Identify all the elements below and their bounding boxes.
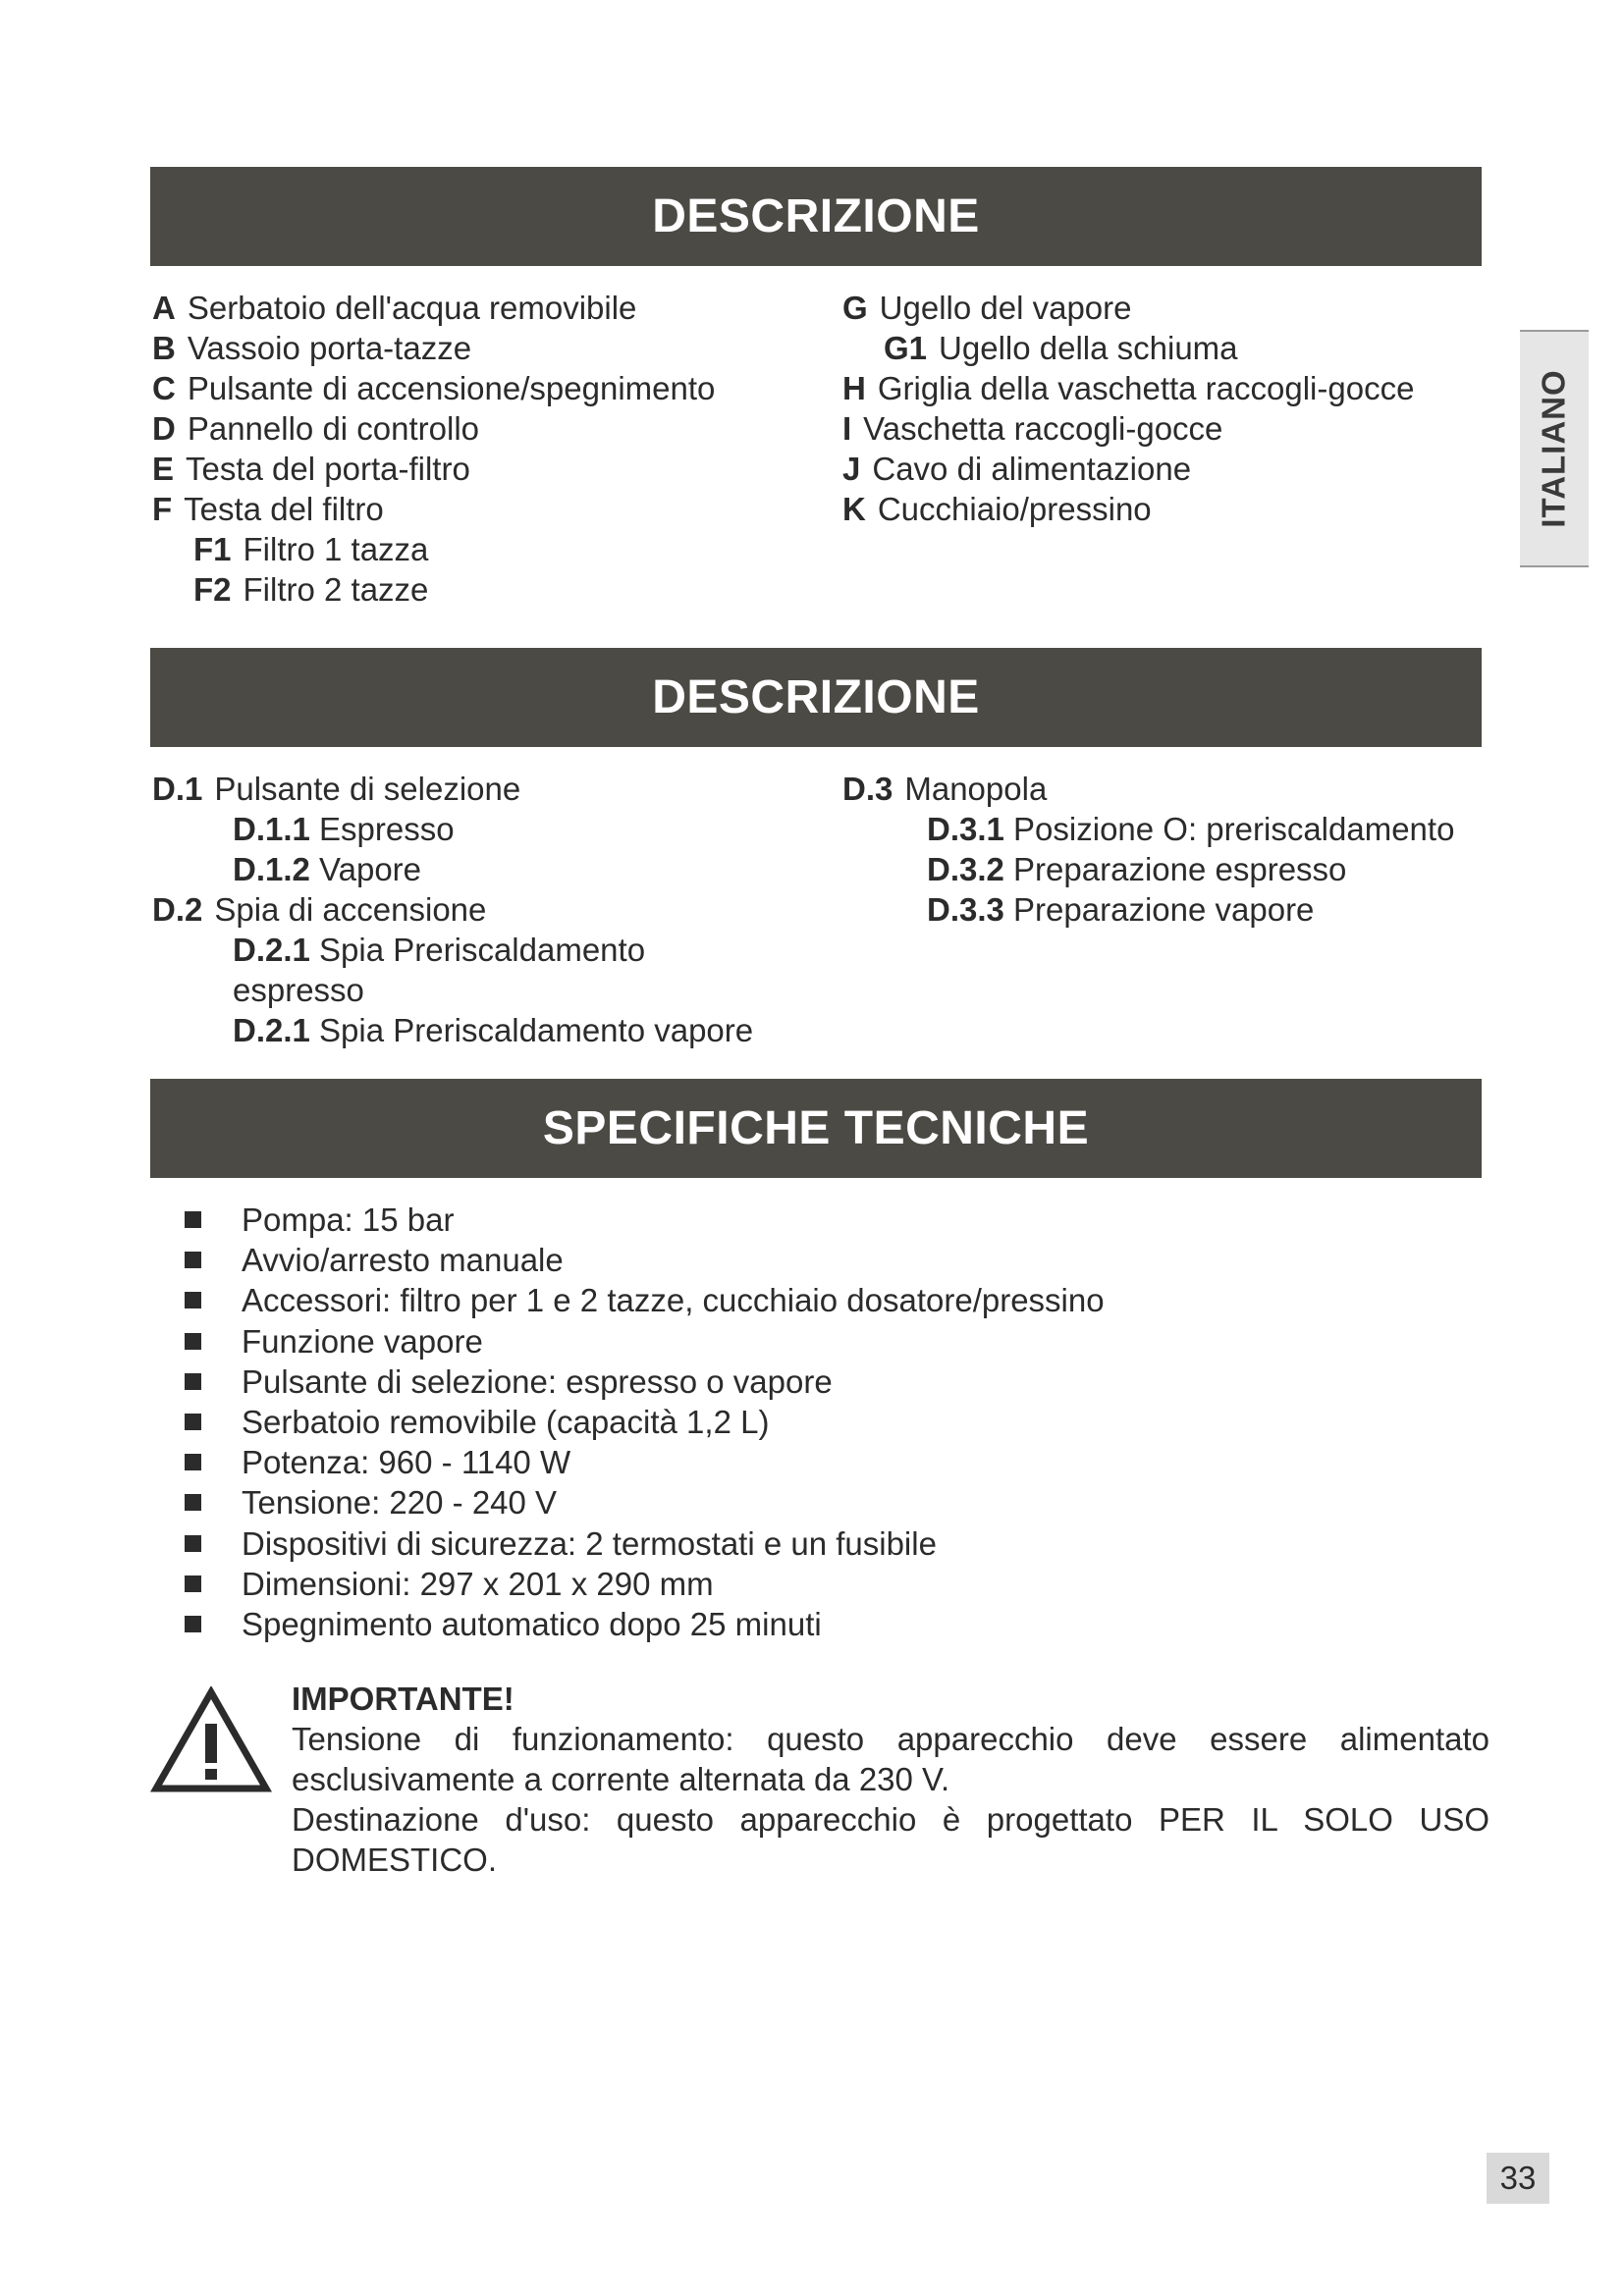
list-item: J Cavo di alimentazione bbox=[842, 451, 1192, 487]
list-item: D.3.3 Preparazione vapore bbox=[927, 891, 1315, 928]
list-item: G Ugello del vapore bbox=[842, 290, 1132, 326]
bullet-square-icon bbox=[185, 1414, 201, 1430]
section-banner-specifiche bbox=[150, 1079, 1482, 1178]
bullet-square-icon bbox=[185, 1211, 201, 1228]
list-item: Dispositivi di sicurezza: 2 termostati e un fusibile bbox=[185, 1523, 1105, 1564]
list-item: F Testa del filtro bbox=[152, 491, 384, 527]
bullet-square-icon bbox=[185, 1575, 201, 1592]
warning-triangle-icon bbox=[150, 1686, 272, 1794]
bullet-square-icon bbox=[185, 1292, 201, 1308]
list-item: K Cucchiaio/pressino bbox=[842, 491, 1152, 527]
important-notice bbox=[292, 1679, 1489, 1880]
list-item: D Pannello di controllo bbox=[152, 410, 480, 447]
control-panel-list-left bbox=[152, 769, 753, 1050]
list-item: Funzione vapore bbox=[185, 1321, 1105, 1362]
specs-list bbox=[185, 1200, 1105, 1644]
bullet-square-icon bbox=[185, 1373, 201, 1390]
section-title: DESCRIZIONE bbox=[652, 190, 980, 242]
section-banner-descrizione-controls bbox=[150, 648, 1482, 747]
bullet-square-icon bbox=[185, 1494, 201, 1511]
notice-line: esclusivamente a corrente alternata da 230 V. bbox=[292, 1761, 950, 1797]
notice-title: IMPORTANTE! bbox=[292, 1681, 514, 1717]
section-title: DESCRIZIONE bbox=[652, 671, 980, 723]
list-item: Potenza: 960 - 1140 W bbox=[185, 1442, 1105, 1482]
section-title: SPECIFICHE TECNICHE bbox=[542, 1102, 1090, 1154]
list-item: Tensione: 220 - 240 V bbox=[185, 1482, 1105, 1522]
list-item: D.2 Spia di accensione bbox=[152, 891, 487, 928]
bullet-square-icon bbox=[185, 1454, 201, 1470]
bullet-square-icon bbox=[185, 1616, 201, 1632]
control-panel-list-right bbox=[842, 769, 1454, 930]
bullet-square-icon bbox=[185, 1252, 201, 1268]
list-item: Avvio/arresto manuale bbox=[185, 1240, 1105, 1280]
bullet-square-icon bbox=[185, 1535, 201, 1552]
list-item: Pulsante di selezione: espresso o vapore bbox=[185, 1362, 1105, 1402]
list-item: F1 Filtro 1 tazza bbox=[193, 531, 429, 567]
list-item: D.2.1 Spia Preriscaldamento bbox=[233, 932, 646, 968]
page-number: 33 bbox=[1487, 2153, 1549, 2204]
list-item: H Griglia della vaschetta raccogli-gocce bbox=[842, 370, 1415, 406]
list-item: I Vaschetta raccogli-gocce bbox=[842, 410, 1223, 447]
list-item: D.1 Pulsante di selezione bbox=[152, 771, 521, 807]
list-item: Spegnimento automatico dopo 25 minuti bbox=[185, 1604, 1105, 1644]
notice-line: Destinazione d'uso: questo apparecchio è progettato PER IL SOLO USO bbox=[292, 1801, 1489, 1838]
list-item: D.1.1 Espresso bbox=[233, 811, 455, 847]
description-list-left bbox=[152, 288, 715, 610]
list-item: D.3.2 Preparazione espresso bbox=[927, 851, 1347, 887]
bullet-square-icon bbox=[185, 1333, 201, 1350]
language-side-tab bbox=[1520, 330, 1589, 567]
list-item: D.1.2 Vapore bbox=[233, 851, 422, 887]
section-banner-descrizione bbox=[150, 167, 1482, 266]
list-item: D.3 Manopola bbox=[842, 771, 1048, 807]
list-item: Accessori: filtro per 1 e 2 tazze, cucchiaio dosatore/pressino bbox=[185, 1280, 1105, 1320]
notice-line: Tensione di funzionamento: questo apparecchio deve essere alimentato bbox=[292, 1721, 1489, 1757]
list-item: Dimensioni: 297 x 201 x 290 mm bbox=[185, 1564, 1105, 1604]
list-item: A Serbatoio dell'acqua removibile bbox=[152, 290, 637, 326]
notice-line: DOMESTICO. bbox=[292, 1842, 498, 1878]
list-item: B Vassoio porta-tazze bbox=[152, 330, 472, 366]
list-item: E Testa del porta-filtro bbox=[152, 451, 470, 487]
list-item: D.2.1 Spia Preriscaldamento vapore bbox=[233, 1012, 754, 1048]
description-list-right bbox=[842, 288, 1414, 529]
list-item: G1 Ugello della schiuma bbox=[884, 330, 1238, 366]
list-item: Pompa: 15 bar bbox=[185, 1200, 1105, 1240]
list-item: espresso bbox=[233, 972, 364, 1008]
list-item: D.3.1 Posizione O: preriscaldamento bbox=[927, 811, 1455, 847]
language-label: ITALIANO bbox=[1536, 369, 1572, 528]
list-item: Serbatoio removibile (capacità 1,2 L) bbox=[185, 1402, 1105, 1442]
list-item: F2 Filtro 2 tazze bbox=[193, 571, 429, 608]
list-item: C Pulsante di accensione/spegnimento bbox=[152, 370, 716, 406]
